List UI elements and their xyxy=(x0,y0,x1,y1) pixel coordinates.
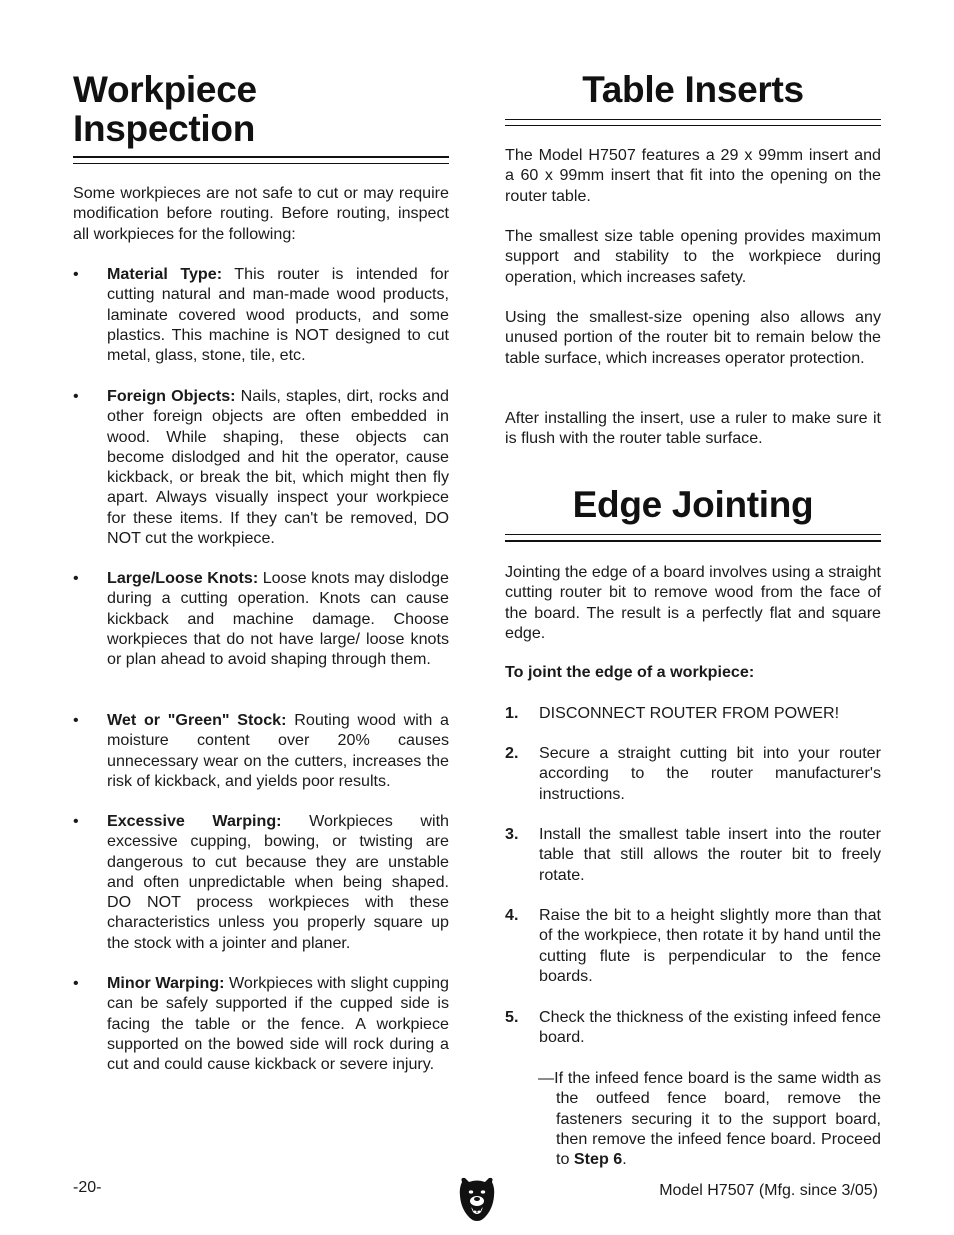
bullet-dot: • xyxy=(73,569,79,587)
bullet-label: Wet or "Green" Stock: xyxy=(107,711,287,729)
grizzly-bear-logo-icon xyxy=(458,1176,496,1222)
step-number: 4. xyxy=(505,906,519,924)
bullet-foreign-objects xyxy=(73,386,449,548)
bullet-label: Minor Warping: xyxy=(107,974,225,992)
substep-step-ref: Step 6 xyxy=(573,1150,623,1169)
table-inserts-paragraph-2: The smallest size table opening provides maximum support and stability to the workpiece during operation, which increases safety. xyxy=(505,227,881,286)
bullet-text: Workpieces with slight cupping can be safely supported if the cupped side is facing the table or the fence. A workpiece supported on the bowed side will rock during a cut and could cause kickback or severe injury. xyxy=(107,974,449,1074)
bullet-dot: • xyxy=(73,812,79,830)
bullet-label: Foreign Objects: xyxy=(107,387,236,405)
model-footer: Model H7507 (Mfg. since 3/05) xyxy=(659,1182,878,1199)
bullet-dot: • xyxy=(73,387,79,405)
step-text: Check the thickness of the existing infeed fence board. xyxy=(539,1008,881,1047)
step-5 xyxy=(505,1007,881,1048)
substep-text: —If the infeed fence board is the same width as the outfeed fence board, remove the fasteners securing it to the support board, then remove the infeed fence board. Proceed to xyxy=(538,1069,881,1169)
bullet-dot: • xyxy=(73,711,79,729)
table-inserts-paragraph-4: After installing the insert, use a ruler to make sure it is flush with the router table surface. xyxy=(505,409,881,448)
bullet-text: Workpieces with excessive cupping, bowing, or twisting are dangerous to cut because they are unstable and often unpredictable when being shaped. DO NOT process workpieces with these characteristics unless you properly square up the stock with a jointer and planer. xyxy=(107,812,449,952)
bullet-material-type xyxy=(73,264,449,365)
step-text: DISCONNECT ROUTER FROM POWER! xyxy=(539,704,840,722)
section-rule xyxy=(73,156,449,164)
table-inserts-paragraph-1: The Model H7507 features a 29 x 99mm insert and a 60 x 99mm insert that fit into the opening on the router table. xyxy=(505,146,881,205)
step-4 xyxy=(505,905,881,986)
step-2 xyxy=(505,743,881,804)
bullet-label: Large/Loose Knots: xyxy=(107,569,259,587)
page-number: -20- xyxy=(73,1179,102,1196)
step-number: 1. xyxy=(505,704,519,722)
step-text: Raise the bit to a height slightly more than that of the workpiece, then rotate it by hand until the cutting flute is perpendicular to the fence boards. xyxy=(539,906,881,985)
bullet-text: Loose knots may dislodge during a cutting operation. Knots can cause kickback and machine damage. Choose workpieces that do not have large/ loose knots or plan ahead to avoid shaping through them. xyxy=(107,569,449,669)
bullet-text: Nails, staples, dirt, rocks and other foreign objects are often embedded in wood. While shaping, these objects can become dislodged and hit the operator, cause kickback, or break the bit, which might then fly apart. Always visually inspect your workpiece for these items. If they can't be removed, DO NOT cut the workpiece. xyxy=(107,387,449,548)
bullet-text: This router is intended for cutting natural and man-made wood products, laminate covered wood products, and some plastics. This machine is NOT designed to cut metal, glass, stone, tile, etc. xyxy=(107,265,449,365)
table-inserts-title: Table Inserts xyxy=(582,69,804,110)
step-number: 3. xyxy=(505,825,519,843)
bullet-excessive-warping xyxy=(73,811,449,953)
bullet-large-loose-knots xyxy=(73,568,449,669)
step-number: 2. xyxy=(505,744,519,762)
intro-paragraph: Some workpieces are not safe to cut or may require modification before routing. Before routing, inspect all workpieces for the following: xyxy=(73,184,449,243)
title-line-2: Inspection xyxy=(73,108,256,149)
bullet-label: Material Type: xyxy=(107,265,223,283)
step-number: 5. xyxy=(505,1008,519,1026)
procedure-heading: To joint the edge of a workpiece: xyxy=(505,663,755,681)
step-5-substep xyxy=(538,1068,881,1169)
bullet-dot: • xyxy=(73,974,79,992)
substep-end: . xyxy=(622,1150,627,1169)
bullet-minor-warping xyxy=(73,973,449,1074)
step-3 xyxy=(505,824,881,885)
step-text: Secure a straight cutting bit into your router according to the router manufacturer's instructions. xyxy=(539,744,881,803)
title-line-1: Workpiece xyxy=(73,69,257,110)
table-inserts-paragraph-3: Using the smallest-size opening also allows any unused portion of the router bit to remain below the table surface, which increases operator protection. xyxy=(505,308,881,367)
section-rule xyxy=(505,534,881,542)
workpiece-inspection-title xyxy=(73,70,449,148)
bullet-dot: • xyxy=(73,265,79,283)
step-text: Install the smallest table insert into the router table that still allows the router bit to freely rotate. xyxy=(539,825,881,884)
section-rule xyxy=(505,119,881,126)
bullet-label: Excessive Warping: xyxy=(107,812,282,830)
step-1 xyxy=(505,703,881,723)
edge-jointing-title: Edge Jointing xyxy=(572,484,814,525)
bullet-text: Routing wood with a moisture content over 20% causes unnecessary wear on the cutters, increases the risk of kickback, and yields poor results. xyxy=(107,711,449,790)
edge-jointing-intro: Jointing the edge of a board involves using a straight cutting router bit to remove wood from the face of the board. The result is a perfectly flat and square edge. xyxy=(505,563,881,642)
bullet-wet-green-stock xyxy=(73,710,449,791)
